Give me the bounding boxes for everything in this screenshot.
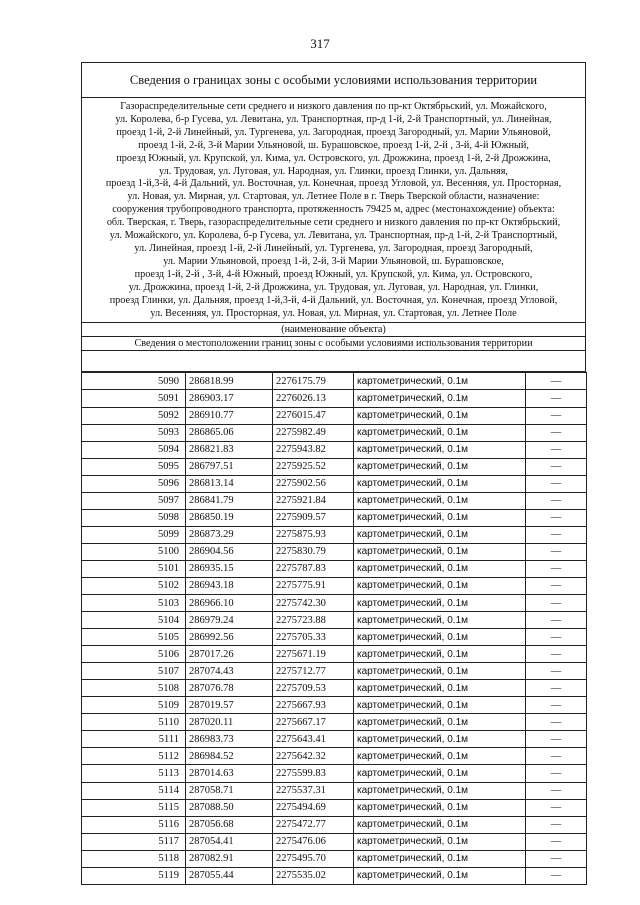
point-number-cell: 5103 — [82, 595, 186, 612]
y-coordinate-cell: 2275494.69 — [273, 799, 354, 816]
method-cell: картометрический, 0.1м — [354, 867, 526, 884]
accuracy-cell: — — [526, 543, 587, 560]
y-coordinate-cell: 2275723.88 — [273, 612, 354, 629]
section-title: Сведения о границах зоны с особыми условиями использования территории — [81, 62, 586, 98]
accuracy-cell: — — [526, 646, 587, 663]
y-coordinate-cell: 2275535.02 — [273, 867, 354, 884]
table-row — [82, 424, 587, 441]
method-cell: картометрический, 0.1м — [354, 714, 526, 731]
point-number-cell: 5119 — [82, 867, 186, 884]
accuracy-cell: — — [526, 748, 587, 765]
accuracy-cell: — — [526, 492, 587, 509]
point-number-cell: 5115 — [82, 799, 186, 816]
accuracy-cell: — — [526, 697, 587, 714]
point-number-cell: 5118 — [82, 850, 186, 867]
method-cell: картометрический, 0.1м — [354, 407, 526, 424]
point-number-cell: 5111 — [82, 731, 186, 748]
accuracy-cell: — — [526, 441, 587, 458]
y-coordinate-cell: 2275537.31 — [273, 782, 354, 799]
x-coordinate-cell: 286850.19 — [186, 509, 273, 526]
x-coordinate-cell: 286873.29 — [186, 526, 273, 543]
table-row — [82, 595, 587, 612]
x-coordinate-cell: 286865.06 — [186, 424, 273, 441]
point-number-cell: 5110 — [82, 714, 186, 731]
method-cell: картометрический, 0.1м — [354, 799, 526, 816]
y-coordinate-cell: 2275599.83 — [273, 765, 354, 782]
accuracy-cell: — — [526, 407, 587, 424]
table-row — [82, 646, 587, 663]
point-number-cell: 5096 — [82, 475, 186, 492]
accuracy-cell: — — [526, 731, 587, 748]
accuracy-cell: — — [526, 595, 587, 612]
x-coordinate-cell: 287055.44 — [186, 867, 273, 884]
y-coordinate-cell: 2275925.52 — [273, 458, 354, 475]
description-line: проезд 1-й,3-й, 4-й Дальний, ул. Восточная, ул. Конечная, проезд Угловой, ул. Весенняя, ул. Просторная, — [105, 178, 562, 190]
point-number-cell: 5101 — [82, 560, 186, 577]
y-coordinate-cell: 2276026.13 — [273, 390, 354, 407]
coordinates-table — [81, 372, 587, 884]
accuracy-cell: — — [526, 782, 587, 799]
y-coordinate-cell: 2275643.41 — [273, 731, 354, 748]
y-coordinate-cell: 2276015.47 — [273, 407, 354, 424]
description-line: проезд Южный, ул. Крупской, ул. Кима, ул. Островского, ул. Дрожжина, проезд 1-й, 2-й Дрожжина, — [116, 152, 551, 164]
y-coordinate-cell: 2275705.33 — [273, 629, 354, 646]
table-row — [82, 492, 587, 509]
accuracy-cell: — — [526, 867, 587, 884]
method-cell: картометрический, 0.1м — [354, 833, 526, 850]
description-line: проезд 1-й, 2-й, 3-й Марии Ульяновой, ш. Бурашовское, проезд 1-й, 2-й , 3-й, 4-й Южный, — [138, 139, 529, 151]
description-line: проезд Глинки, ул. Дальняя, проезд 1-й,3-й, 4-й Дальний, ул. Восточная, ул. Конечная, проезд Угловой, — [109, 294, 558, 306]
table-row — [82, 680, 587, 697]
x-coordinate-cell: 287058.71 — [186, 782, 273, 799]
accuracy-cell: — — [526, 850, 587, 867]
method-cell: картометрический, 0.1м — [354, 731, 526, 748]
description-line: проезд 1-й, 2-й , 3-й, 4-й Южный, проезд Южный, ул. Крупской, ул. Кима, ул. Островского, — [134, 268, 533, 280]
method-cell: картометрический, 0.1м — [354, 373, 526, 390]
accuracy-cell: — — [526, 509, 587, 526]
x-coordinate-cell: 287019.57 — [186, 697, 273, 714]
description-line: сооружения трубопроводного транспорта, протяженность 79425 м, адрес (местонахождение) объекта: — [112, 204, 555, 216]
accuracy-cell: — — [526, 458, 587, 475]
table-row — [82, 748, 587, 765]
accuracy-cell: — — [526, 526, 587, 543]
x-coordinate-cell: 286841.79 — [186, 492, 273, 509]
y-coordinate-cell: 2275667.17 — [273, 714, 354, 731]
table-row — [82, 390, 587, 407]
x-coordinate-cell: 287056.68 — [186, 816, 273, 833]
accuracy-cell: — — [526, 680, 587, 697]
method-cell: картометрический, 0.1м — [354, 850, 526, 867]
object-description — [81, 98, 586, 323]
accuracy-cell: — — [526, 577, 587, 594]
table-row — [82, 816, 587, 833]
description-line: Газораспределительные сети среднего и низкого давления по пр-кт Октябрьский, ул. Можайского, — [120, 101, 547, 112]
accuracy-cell: — — [526, 816, 587, 833]
accuracy-cell: — — [526, 765, 587, 782]
description-line: ул. Королева, б-р Гусева, ул. Левитана, ул. Транспортная, пр-д 1-й, 2-й Транспортный, ул. Линейная, — [115, 113, 552, 125]
description-line: ул. Можайского, ул. Королева, б-р Гусева, ул. Левитана, ул. Транспортная, пр-д 1-й, 2-й Транспортный, — [109, 230, 558, 242]
method-cell: картометрический, 0.1м — [354, 612, 526, 629]
description-line: ул. Трудовая, ул. Луговая, ул. Народная, ул. Глинки, проезд Глинки, ул. Дальняя, — [159, 165, 508, 177]
y-coordinate-cell: 2276175.79 — [273, 373, 354, 390]
point-number-cell: 5107 — [82, 663, 186, 680]
x-coordinate-cell: 286943.18 — [186, 577, 273, 594]
table-row — [82, 663, 587, 680]
method-cell: картометрический, 0.1м — [354, 560, 526, 577]
y-coordinate-cell: 2275921.84 — [273, 492, 354, 509]
point-number-cell: 5108 — [82, 680, 186, 697]
method-cell: картометрический, 0.1м — [354, 424, 526, 441]
y-coordinate-cell: 2275943.82 — [273, 441, 354, 458]
point-number-cell: 5117 — [82, 833, 186, 850]
description-line: ул. Дрожжина, проезд 1-й, 2-й Дрожжина, ул. Трудовая, ул. Луговая, ул. Народная, ул. Глинки, — [128, 281, 539, 293]
point-number-cell: 5109 — [82, 697, 186, 714]
method-cell: картометрический, 0.1м — [354, 458, 526, 475]
x-coordinate-cell: 286992.56 — [186, 629, 273, 646]
method-cell: картометрический, 0.1м — [354, 543, 526, 560]
point-number-cell: 5102 — [82, 577, 186, 594]
y-coordinate-cell: 2275875.93 — [273, 526, 354, 543]
description-line: ул. Весенняя, ул. Просторная, ул. Новая, ул. Мирная, ул. Стартовая, ул. Летнее Поле — [150, 307, 517, 319]
method-cell: картометрический, 0.1м — [354, 646, 526, 663]
table-row — [82, 475, 587, 492]
table-row — [82, 441, 587, 458]
table-row — [82, 799, 587, 816]
table-row — [82, 765, 587, 782]
y-coordinate-cell: 2275472.77 — [273, 816, 354, 833]
accuracy-cell: — — [526, 612, 587, 629]
method-cell: картометрический, 0.1м — [354, 765, 526, 782]
x-coordinate-cell: 287076.78 — [186, 680, 273, 697]
point-number-cell: 5098 — [82, 509, 186, 526]
x-coordinate-cell: 286966.10 — [186, 595, 273, 612]
table-row — [82, 526, 587, 543]
x-coordinate-cell: 286979.24 — [186, 612, 273, 629]
x-coordinate-cell: 287014.63 — [186, 765, 273, 782]
point-number-cell: 5105 — [82, 629, 186, 646]
table-row — [82, 577, 587, 594]
y-coordinate-cell: 2275667.93 — [273, 697, 354, 714]
y-coordinate-cell: 2275642.32 — [273, 748, 354, 765]
x-coordinate-cell: 287054.41 — [186, 833, 273, 850]
x-coordinate-cell: 286904.56 — [186, 543, 273, 560]
location-section-header: Сведения о местоположении границ зоны с особыми условиями использования территории — [81, 337, 586, 351]
method-cell: картометрический, 0.1м — [354, 526, 526, 543]
accuracy-cell: — — [526, 714, 587, 731]
point-number-cell: 5093 — [82, 424, 186, 441]
x-coordinate-cell: 286983.73 — [186, 731, 273, 748]
x-coordinate-cell: 287082.91 — [186, 850, 273, 867]
point-number-cell: 5092 — [82, 407, 186, 424]
y-coordinate-cell: 2275787.83 — [273, 560, 354, 577]
method-cell: картометрический, 0.1м — [354, 441, 526, 458]
y-coordinate-cell: 2275982.49 — [273, 424, 354, 441]
point-number-cell: 5094 — [82, 441, 186, 458]
accuracy-cell: — — [526, 390, 587, 407]
point-number-cell: 5104 — [82, 612, 186, 629]
table-row — [82, 867, 587, 884]
method-cell: картометрический, 0.1м — [354, 697, 526, 714]
accuracy-cell: — — [526, 373, 587, 390]
y-coordinate-cell: 2275909.57 — [273, 509, 354, 526]
y-coordinate-cell: 2275742.30 — [273, 595, 354, 612]
table-row — [82, 833, 587, 850]
method-cell: картометрический, 0.1м — [354, 492, 526, 509]
method-cell: картометрический, 0.1м — [354, 475, 526, 492]
x-coordinate-cell: 286984.52 — [186, 748, 273, 765]
point-number-cell: 5106 — [82, 646, 186, 663]
point-number-cell: 5091 — [82, 390, 186, 407]
x-coordinate-cell: 286818.99 — [186, 373, 273, 390]
x-coordinate-cell: 287017.26 — [186, 646, 273, 663]
accuracy-cell: — — [526, 833, 587, 850]
method-cell: картометрический, 0.1м — [354, 748, 526, 765]
y-coordinate-cell: 2275476.06 — [273, 833, 354, 850]
method-cell: картометрический, 0.1м — [354, 663, 526, 680]
method-cell: картометрический, 0.1м — [354, 390, 526, 407]
table-row — [82, 612, 587, 629]
x-coordinate-cell: 286797.51 — [186, 458, 273, 475]
table-row — [82, 629, 587, 646]
accuracy-cell: — — [526, 663, 587, 680]
point-number-cell: 5116 — [82, 816, 186, 833]
x-coordinate-cell: 287074.43 — [186, 663, 273, 680]
table-row — [82, 731, 587, 748]
accuracy-cell: — — [526, 560, 587, 577]
table-row — [82, 697, 587, 714]
accuracy-cell: — — [526, 629, 587, 646]
y-coordinate-cell: 2275495.70 — [273, 850, 354, 867]
method-cell: картометрический, 0.1м — [354, 816, 526, 833]
point-number-cell: 5112 — [82, 748, 186, 765]
table-row — [82, 714, 587, 731]
accuracy-cell: — — [526, 424, 587, 441]
table-row — [82, 543, 587, 560]
description-line: ул. Марии Ульяновой, проезд 1-й, 2-й, 3-й Марии Ульяновой, ш. Бурашовское, — [163, 255, 504, 267]
description-line: ул. Новая, ул. Мирная, ул. Стартовая, ул. Летнее Поле в г. Тверь Тверской области, назначение: — [127, 191, 540, 203]
description-line: проезд 1-й, 2-й Линейный, ул. Тургенева, ул. Загородная, проезд Загородный, ул. Марии Ульяновой, — [116, 126, 551, 138]
point-number-cell: 5113 — [82, 765, 186, 782]
point-number-cell: 5100 — [82, 543, 186, 560]
method-cell: картометрический, 0.1м — [354, 577, 526, 594]
table-row — [82, 782, 587, 799]
table-row — [82, 458, 587, 475]
table-row — [82, 373, 587, 390]
accuracy-cell: — — [526, 799, 587, 816]
y-coordinate-cell: 2275709.53 — [273, 680, 354, 697]
table-header-spacer — [81, 351, 586, 372]
point-number-cell: 5099 — [82, 526, 186, 543]
method-cell: картометрический, 0.1м — [354, 595, 526, 612]
y-coordinate-cell: 2275712.77 — [273, 663, 354, 680]
method-cell: картометрический, 0.1м — [354, 509, 526, 526]
y-coordinate-cell: 2275671.19 — [273, 646, 354, 663]
page-number: 317 — [310, 36, 330, 51]
table-row — [82, 560, 587, 577]
description-line: ул. Линейная, проезд 1-й, 2-й Линейный, ул. Тургенева, ул. Загородная, проезд Загородный, — [134, 242, 533, 254]
x-coordinate-cell: 287088.50 — [186, 799, 273, 816]
y-coordinate-cell: 2275902.56 — [273, 475, 354, 492]
description-line: обл. Тверская, г. Тверь, газораспределительные сети среднего и низкого давления по пр-кт Октябрьский, — [106, 217, 561, 229]
y-coordinate-cell: 2275830.79 — [273, 543, 354, 560]
table-row — [82, 509, 587, 526]
x-coordinate-cell: 286910.77 — [186, 407, 273, 424]
x-coordinate-cell: 286935.15 — [186, 560, 273, 577]
point-number-cell: 5114 — [82, 782, 186, 799]
x-coordinate-cell: 286813.14 — [186, 475, 273, 492]
x-coordinate-cell: 287020.11 — [186, 714, 273, 731]
x-coordinate-cell: 286821.83 — [186, 441, 273, 458]
point-number-cell: 5097 — [82, 492, 186, 509]
table-row — [82, 850, 587, 867]
method-cell: картометрический, 0.1м — [354, 680, 526, 697]
method-cell: картометрический, 0.1м — [354, 782, 526, 799]
method-cell: картометрический, 0.1м — [354, 629, 526, 646]
point-number-cell: 5090 — [82, 373, 186, 390]
object-name-label: (наименование объекта) — [81, 323, 586, 337]
point-number-cell: 5095 — [82, 458, 186, 475]
y-coordinate-cell: 2275775.91 — [273, 577, 354, 594]
accuracy-cell: — — [526, 475, 587, 492]
document-frame — [81, 62, 586, 885]
table-row — [82, 407, 587, 424]
x-coordinate-cell: 286903.17 — [186, 390, 273, 407]
